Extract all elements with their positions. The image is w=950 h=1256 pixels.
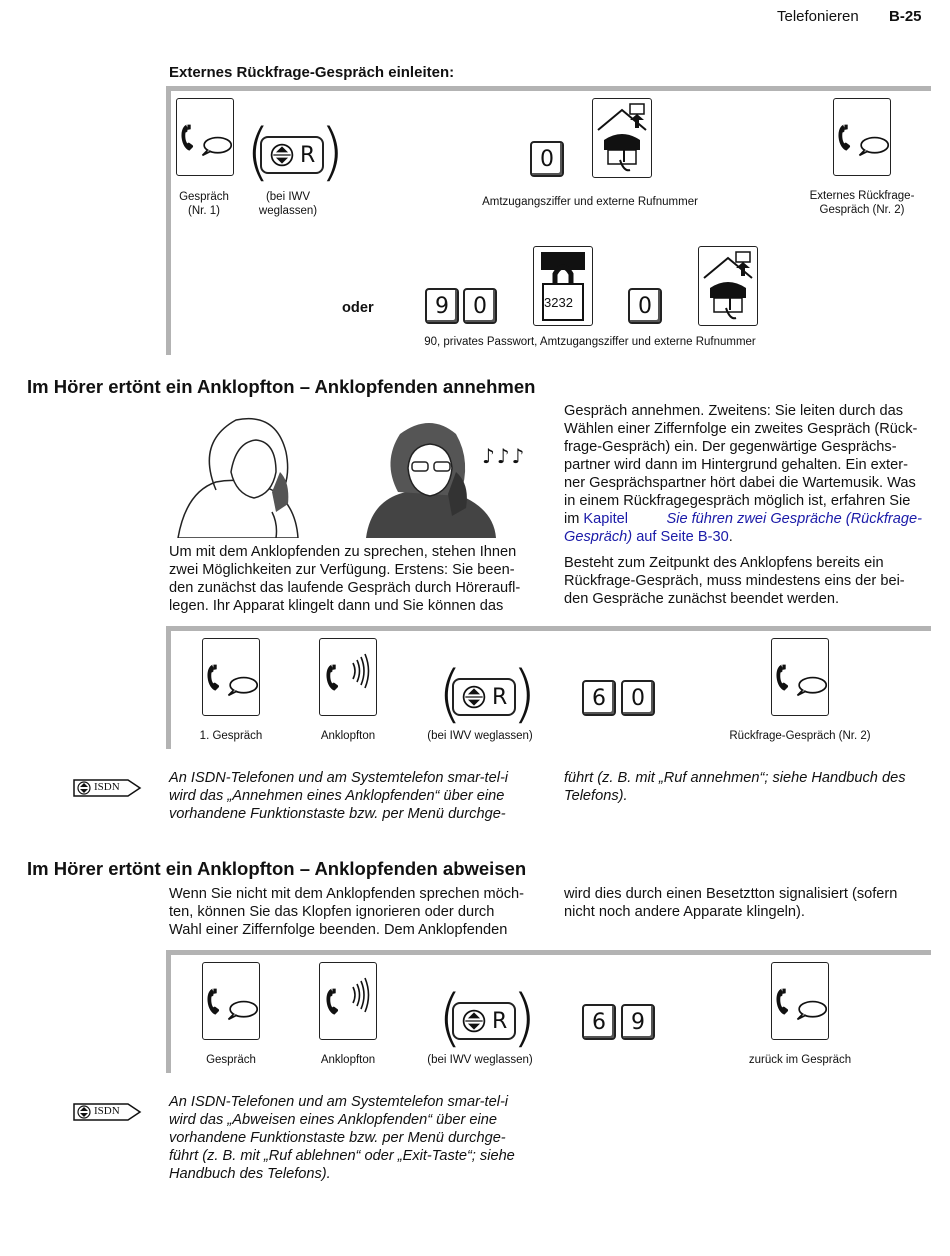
close-paren: ) (512, 981, 537, 1054)
r-key (452, 1002, 516, 1040)
isdn-note-annehmen-left (169, 769, 527, 823)
caption-rueckfrage-nr2: Rückfrage-Gespräch (Nr. 2) (729, 730, 871, 742)
text-line: Wahl einer Ziffernfolge beenden. Dem Anklopfenden (169, 922, 508, 938)
open-paren: ( (438, 657, 463, 730)
up-down-icon (461, 1008, 487, 1034)
caption-anklopfton: Anklopfton (320, 1054, 376, 1066)
text-line: An ISDN-Telefonen und am Systemtelefon smar-tel-i (169, 1094, 509, 1110)
handset-bubble-card (176, 98, 234, 176)
caption-amtzugang: Amtzugangsziffer und externe Rufnummer (482, 196, 698, 208)
heading-anklopfenden-annehmen: Im Hörer ertönt ein Anklopfton – Anklopfenden annehmen (27, 376, 536, 397)
house-phone-icon (700, 248, 756, 324)
chapter-link-title[interactable]: Sie führen zwei Gespräche (Rückfrage- (666, 511, 922, 527)
digit-key-0: 0 (530, 141, 564, 177)
text-line: führt (z. B. mit „Ruf ablehnen“ oder „Exit-Taste“; siehe (169, 1148, 515, 1164)
page-number: B-25 (889, 8, 922, 25)
text-line: den Gespräche zunächst beendet werden. (564, 591, 840, 607)
digit-key-6: 6 (582, 680, 616, 716)
handset-icon (324, 983, 350, 1019)
chapter-link-page[interactable]: auf Seite B-30 (632, 529, 729, 545)
speech-bubble-icon (225, 675, 259, 697)
text-line (564, 528, 922, 546)
text-line (564, 510, 922, 528)
text-line: Besteht zum Zeitpunkt des Anklopfens bereits ein (564, 555, 884, 571)
heading-anklopfenden-abweisen: Im Hörer ertönt ein Anklopfton – Anklopfenden abweisen (27, 858, 527, 879)
text-line: wird dies durch einen Besetztton signalisiert (sofern (564, 886, 898, 902)
handset-bubble-card (202, 962, 260, 1040)
handset-bubble-card-nr2 (771, 638, 829, 716)
chapter-link-label[interactable]: Kapitel (583, 511, 629, 527)
open-paren: ( (438, 981, 463, 1054)
caption-gespraech-nr1 (166, 190, 242, 218)
digit-key-0: 0 (463, 288, 497, 324)
text-line: Um mit dem Anklopfenden zu sprechen, stehen Ihnen (169, 544, 517, 560)
para-annehmen-right (564, 402, 922, 608)
handset-bubble-card-nr2 (833, 98, 891, 176)
isdn-label: ISDN (94, 781, 120, 793)
text-line: Gespräch annehmen. Zweitens: Sie leiten durch das (564, 403, 904, 419)
text-line: den zunächst das laufende Gespräch durch Höreraufl- (169, 580, 521, 596)
text-line: ner Gesprächspartner hört dabei die Wartemusik. Was (564, 475, 916, 491)
r-key-group (438, 657, 537, 730)
caption-bei-iwv-weglassen: (bei IWV weglassen) (427, 730, 533, 742)
r-key-group (438, 981, 537, 1054)
caption-1-gespraech: 1. Gespräch (199, 730, 263, 742)
caption-bei-iwv (248, 190, 328, 218)
subtitle-rueckfrage: Externes Rückfrage-Gespräch einleiten: (169, 64, 455, 81)
caption-line: Gespräch (Nr. 2) (819, 204, 905, 216)
r-key-group (246, 115, 345, 188)
para-abweisen-right (564, 885, 922, 921)
caption-line: (bei IWV (265, 191, 311, 203)
isdn-note-annehmen-right (564, 769, 922, 805)
caption-line: Externes Rückfrage- (809, 190, 915, 202)
text-line: Handbuch des Telefons). (169, 1166, 331, 1182)
r-key-label: R (300, 142, 316, 168)
r-key-label: R (492, 684, 508, 710)
password-lock-card (533, 246, 593, 326)
text-line: frage-Gespräch) ein. Der gegenwärtige Gesprächs- (564, 439, 897, 455)
text-line: Rückfrage-Gespräch, muss mindestens eins der bei- (564, 573, 905, 589)
oder-label: oder (342, 300, 374, 316)
text-line: in einem Rückfragegespräch möglich ist, erfahren Sie (564, 493, 911, 509)
open-paren: ( (246, 115, 271, 188)
handset-ring-card (319, 962, 377, 1040)
close-paren: ) (512, 657, 537, 730)
speech-bubble-icon (199, 135, 233, 157)
digit-key-6: 6 (582, 1004, 616, 1040)
running-header-section: Telefonieren (777, 8, 859, 25)
handset-bubble-card (202, 638, 260, 716)
caption-bei-iwv-weglassen: (bei IWV weglassen) (427, 1054, 533, 1066)
text-line: Telefons). (564, 788, 628, 804)
caption-line: (Nr. 1) (188, 205, 220, 217)
lock-code: 3232 (544, 295, 573, 310)
text-line: vorhandene Funktionstaste bzw. per Menü durchge- (169, 1130, 506, 1146)
up-down-icon (269, 142, 295, 168)
isdn-badge (72, 1102, 140, 1122)
para-abweisen-left (169, 885, 527, 939)
digit-key-0: 0 (628, 288, 662, 324)
text-line: An ISDN-Telefonen und am Systemtelefon smar-tel-i (169, 770, 509, 786)
speech-bubble-icon (794, 675, 828, 697)
r-key-label: R (492, 1008, 508, 1034)
text-span: im (564, 511, 580, 527)
speech-bubble-icon (794, 999, 828, 1021)
text-span: . (728, 529, 733, 545)
text-line: zwei Möglichkeiten zur Verfügung. Erstens: Sie been- (169, 562, 515, 578)
text-line: führt (z. B. mit „Ruf annehmen“; siehe Handbuch des (564, 770, 906, 786)
digit-key-9: 9 (621, 1004, 655, 1040)
up-down-icon (461, 684, 487, 710)
ring-waves-icon (350, 651, 370, 691)
external-phone-card-2 (698, 246, 758, 326)
r-key (260, 136, 324, 174)
isdn-badge (72, 778, 140, 798)
isdn-note-abweisen (169, 1093, 527, 1183)
caption-line: Gespräch (179, 191, 229, 203)
digit-key-9: 9 (425, 288, 459, 324)
close-paren: ) (320, 115, 345, 188)
para-annehmen-left (169, 543, 527, 615)
handset-bubble-card-back (771, 962, 829, 1040)
r-key (452, 678, 516, 716)
text-line: Wenn Sie nicht mit dem Anklopfenden sprechen möch- (169, 886, 525, 902)
caption-anklopfton: Anklopfton (320, 730, 376, 742)
isdn-label: ISDN (94, 1105, 120, 1117)
caption-externes-rueckfrage (800, 189, 924, 217)
text-line: wird das „Abweisen eines Anklopfenden“ über eine (169, 1112, 498, 1128)
text-line: partner wird dann im Hintergrund gehalten. Ein exter- (564, 457, 908, 473)
text-line: ten, können Sie das Klopfen ignorieren oder durch (169, 904, 495, 920)
caption-zurueck-im-gespraech: zurück im Gespräch (748, 1054, 852, 1066)
caption-line: weglassen) (258, 205, 318, 217)
lock-icon (535, 248, 591, 324)
illustration-women-on-phone (176, 412, 526, 538)
text-line: vorhandene Funktionstaste bzw. per Menü durchge- (169, 806, 506, 822)
caption-alternative: 90, privates Passwort, Amtzugangsziffer und externe Rufnummer (424, 336, 756, 348)
handset-ring-card (319, 638, 377, 716)
chapter-link-title-cont[interactable]: Gespräch) (564, 529, 633, 545)
text-line: wird das „Annehmen eines Anklopfenden“ über eine (169, 788, 505, 804)
text-line: legen. Ihr Apparat klingelt dann und Sie können das (169, 598, 504, 614)
house-phone-icon (594, 100, 650, 176)
music-notes: ♪♪♪ (482, 444, 527, 468)
ring-waves-icon (350, 975, 370, 1015)
text-line: Wählen einer Ziffernfolge ein zweites Gespräch (Rück- (564, 421, 918, 437)
speech-bubble-icon (225, 999, 259, 1021)
speech-bubble-icon (856, 135, 890, 157)
text-line: nicht noch andere Apparate klingeln). (564, 904, 805, 920)
digit-key-0: 0 (621, 680, 655, 716)
external-phone-card (592, 98, 652, 178)
caption-gespraech: Gespräch (206, 1054, 256, 1066)
handset-icon (324, 659, 350, 695)
